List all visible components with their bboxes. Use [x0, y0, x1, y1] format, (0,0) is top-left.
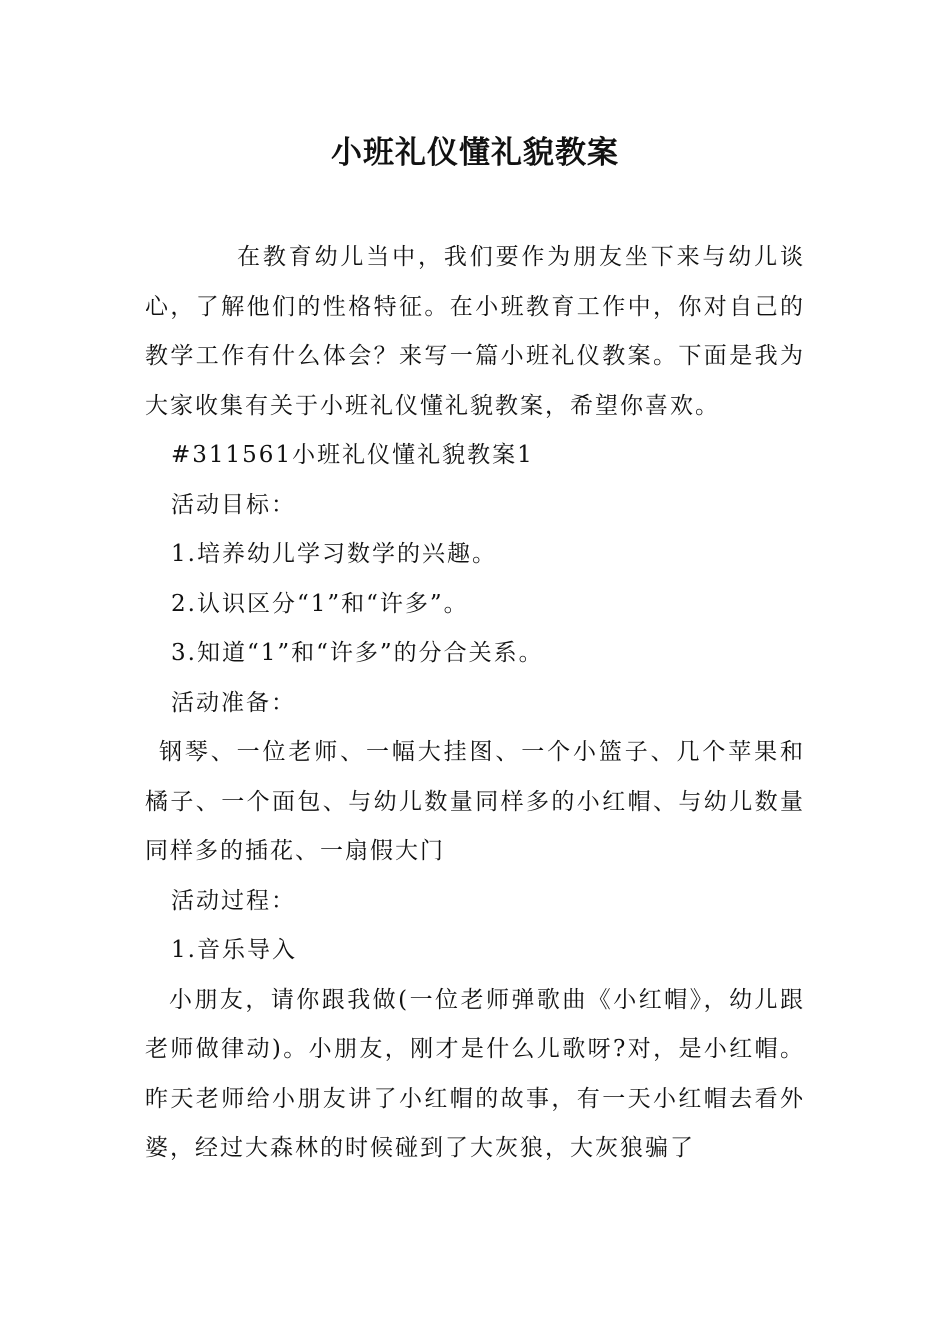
- intro-paragraph: 在教育幼儿当中，我们要作为朋友坐下来与幼儿谈心，了解他们的性格特征。在小班教育工作中，你对自己的教学工作有什么体会？来写一篇小班礼仪教案。下面是我为大家收集有关于小班礼仪懂礼貌教案，希望你喜欢。: [145, 244, 805, 419]
- process-heading: 活动过程：: [171, 887, 296, 914]
- preparation-paragraph: 钢琴、一位老师、一幅大挂图、一个小篮子、几个苹果和橘子、一个面包、与幼儿数量同样多的小红帽、与幼儿数量同样多的插花、一扇假大门: [145, 739, 805, 864]
- process-paragraph: 小朋友，请你跟我做(一位老师弹歌曲《小红帽》，幼儿跟老师做律动)。小朋友，刚才是什么儿歌呀?对，是小红帽。昨天老师给小朋友讲了小红帽的故事，有一天小红帽去看外婆，经过大森林的时候碰到了大灰狼，大灰狼骗了: [145, 986, 805, 1161]
- objective-item-2: 2.认识区分“1”和“许多”。: [171, 590, 469, 617]
- section-heading: #311561小班礼仪懂礼貌教案1: [171, 442, 534, 468]
- process-step-1: 1.音乐导入: [171, 937, 297, 963]
- document-body: [145, 233, 805, 1174]
- document-title: 小班礼仪懂礼貌教案: [331, 135, 619, 171]
- preparation-heading: 活动准备：: [171, 689, 296, 716]
- objective-item-1: 1.培养幼儿学习数学的兴趣。: [171, 541, 497, 567]
- objectives-heading: 活动目标：: [171, 491, 296, 518]
- objective-item-3: 3.知道“1”和“许多”的分合关系。: [171, 640, 544, 666]
